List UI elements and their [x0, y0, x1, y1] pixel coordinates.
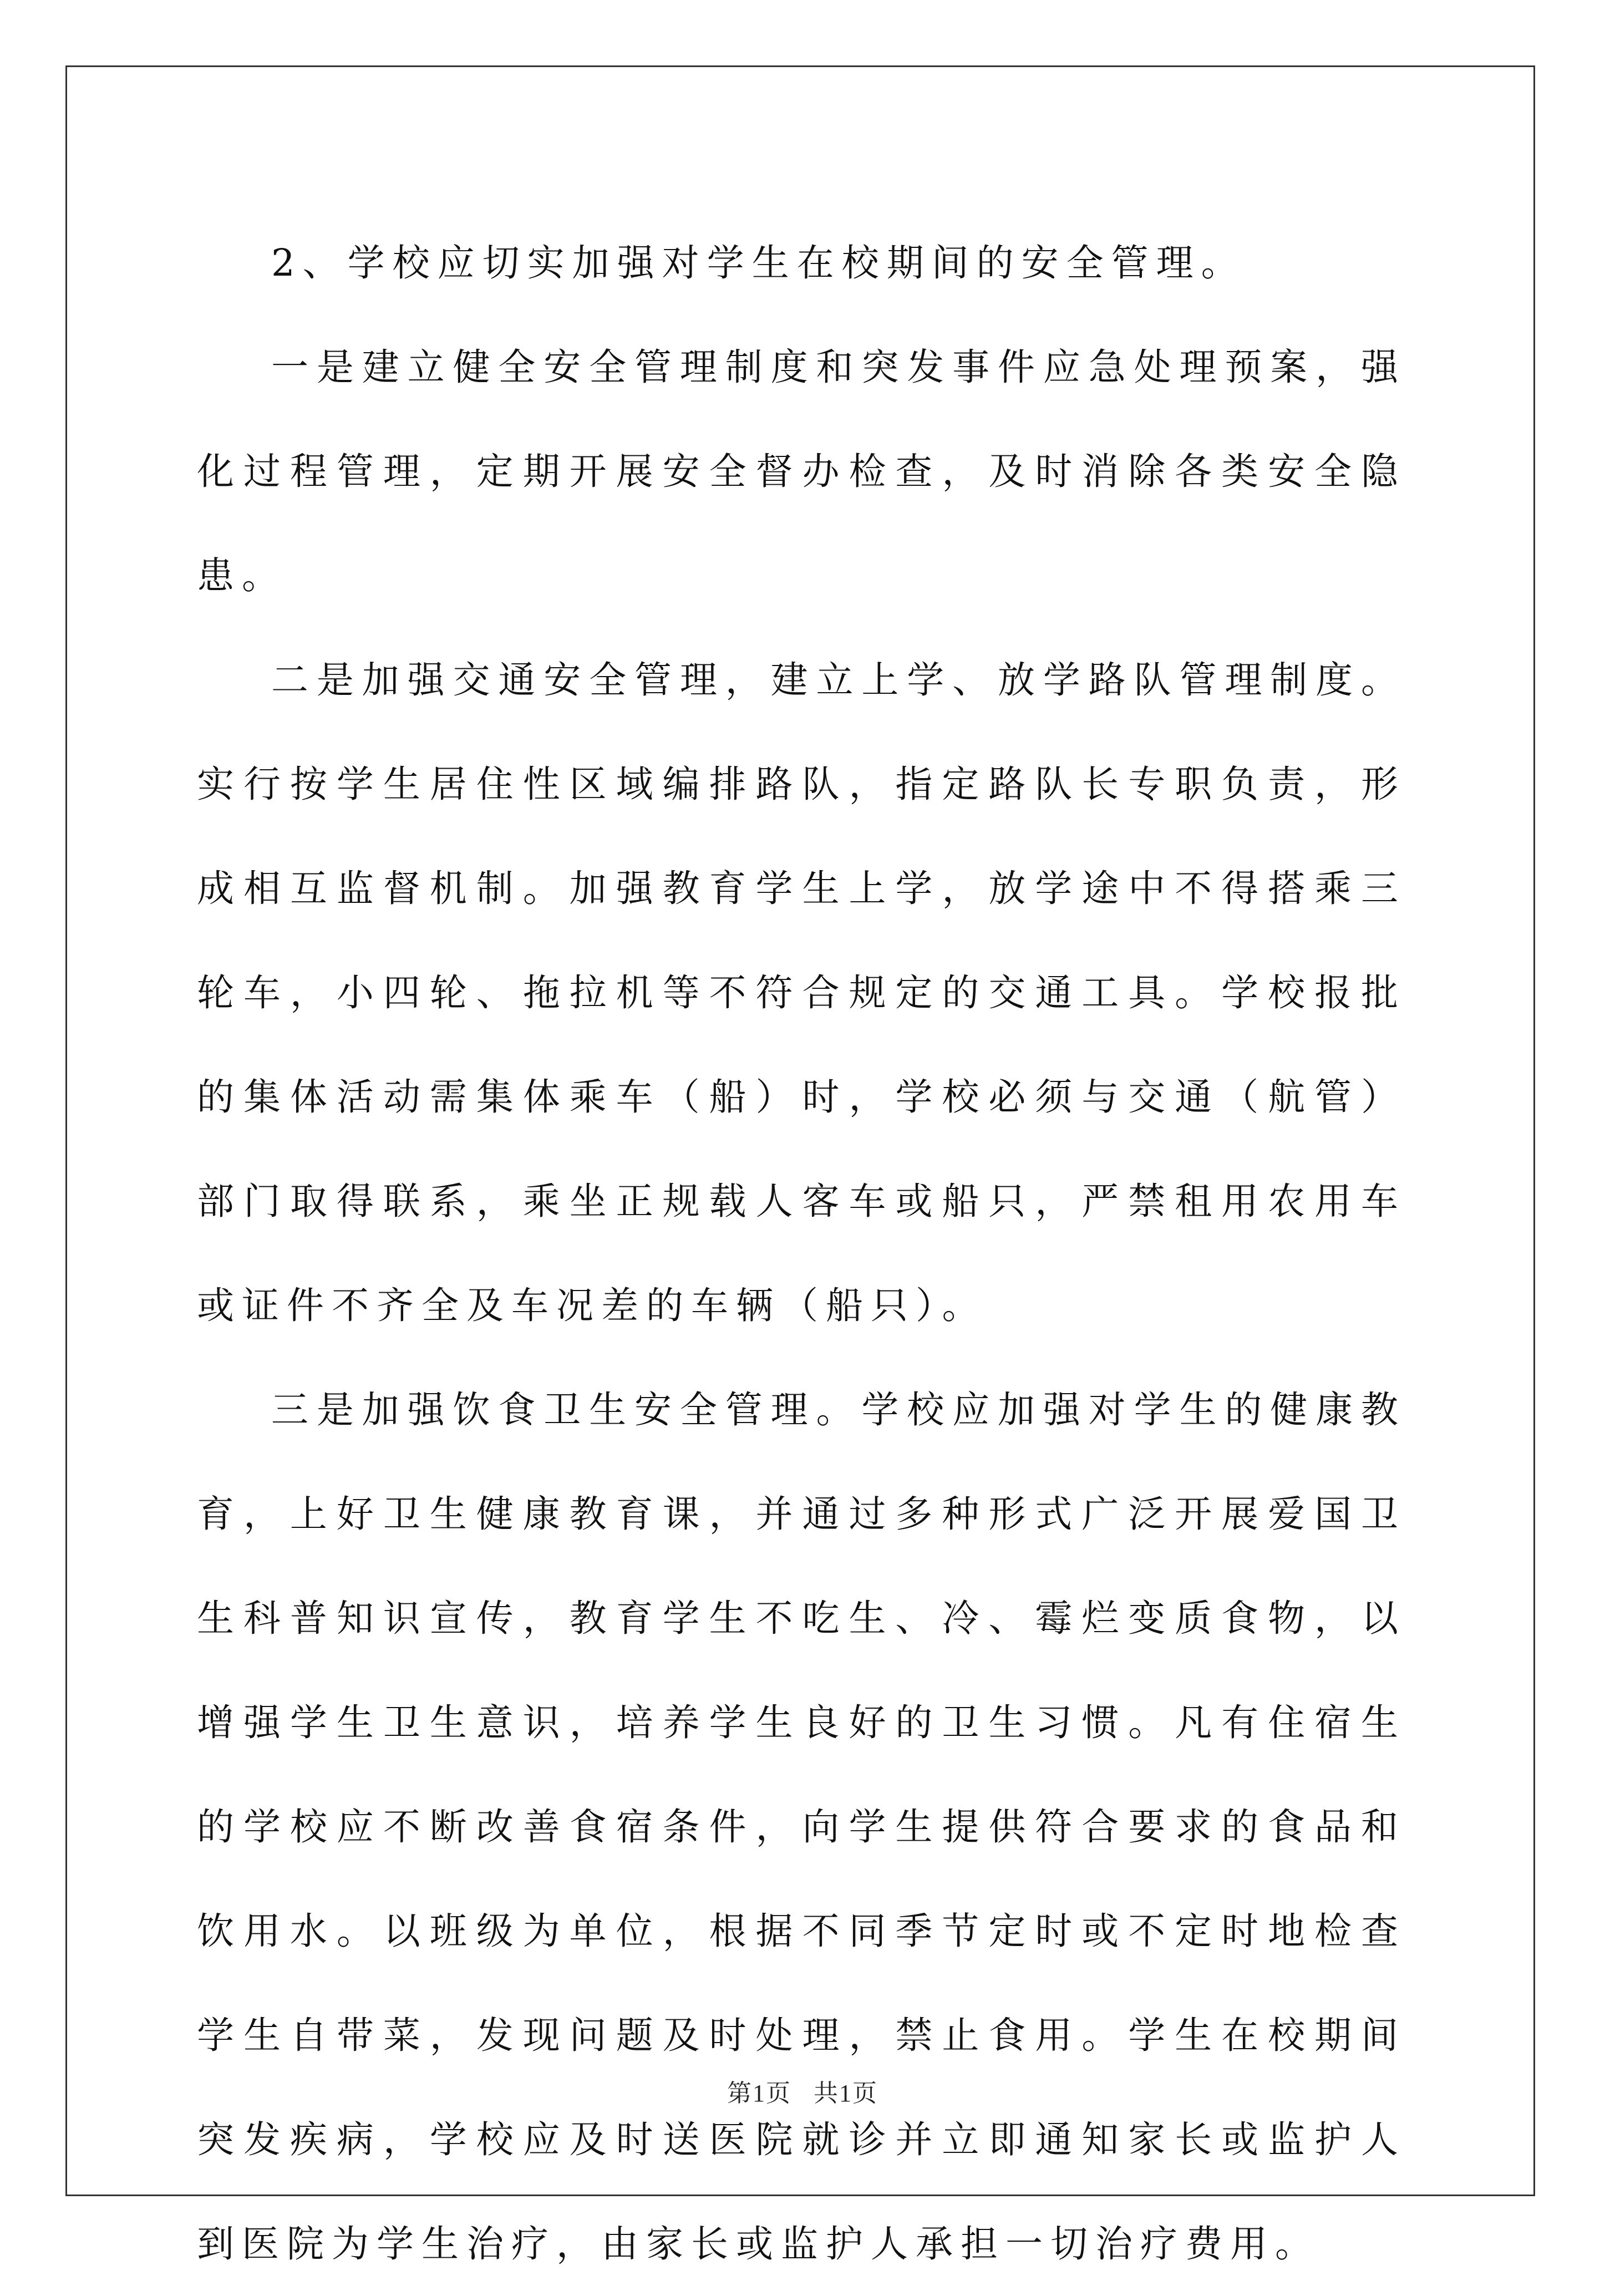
document-body — [197, 211, 1406, 2296]
paragraph-heading: 2、学校应切实加强对学生在校期间的安全管理。 — [271, 241, 1246, 285]
page-number: 第1页 — [727, 2080, 791, 2107]
page-footer — [0, 2073, 1605, 2109]
paragraph-2: 二是加强交通安全管理，建立上学、放学路队管理制度。实行按学生居住性区域编排路队，指定路队长专职负责，形成相互监督机制。加强教育学生上学，放学途中不得搭乘三轮车，小四轮、拖拉机等不符合规定的交通工具。学校报批的集体活动需集体乘车（船）时，学校必须与交通（航管）部门取得联系，乘坐正规载人客车或船只，严禁租用农用车或证件不齐全及车况差的车辆（船只）。 — [197, 658, 1406, 1327]
page-count: 共1页 — [814, 2080, 878, 2107]
paragraph-1: 一是建立健全安全管理制度和突发事件应急处理预案，强化过程管理，定期开展安全督办检查，及时消除各类安全隐患。 — [197, 346, 1406, 597]
paragraph-3: 三是加强饮食卫生安全管理。学校应加强对学生的健康教育，上好卫生健康教育课，并通过多种形式广泛开展爱国卫生科普知识宣传，教育学生不吃生、冷、霉烂变质食物，以增强学生卫生意识，培养学生良好的卫生习惯。凡有住宿生的学校应不断改善食宿条件，向学生提供符合要求的食品和饮用水。以班级为单位，根据不同季节定时或不定时地检查学生自带菜，发现问题及时处理，禁止食用。学生在校期间突发疾病，学校应及时送医院就诊并立即通知家长或监护人到医院为学生治疗，由家长或监护人承担一切治疗费用。 — [197, 1388, 1406, 2265]
